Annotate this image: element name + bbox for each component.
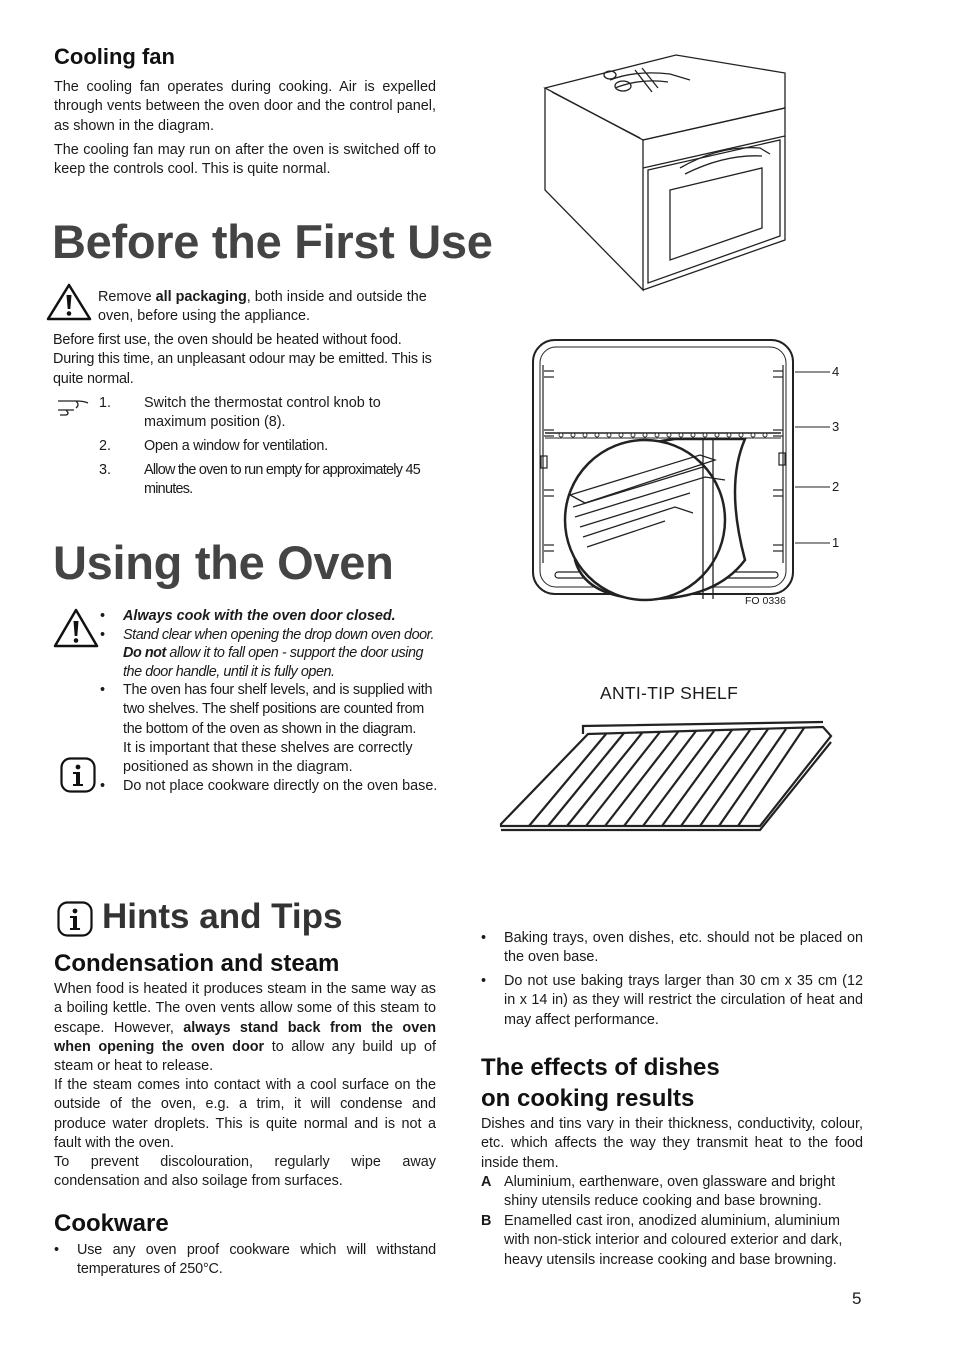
cookware-bullet: • Use any oven proof cookware which will withstand temperatures of 250°C. (54, 1242, 436, 1278)
condensation-paragraph-3: To prevent discolouration, regularly wipe away condensation and also soilage from surfaces. (54, 1154, 436, 1190)
before-first-use-title: Before the First Use (52, 215, 493, 268)
cookware-heading: Cookware (54, 1210, 169, 1237)
condensation-paragraph-1: When food is heated it produces steam in the same way as a boiling kettle. The oven vents allow some of this steam to escape. However, always stand back from the oven when opening the oven door to allow any build up of steam or heat to release. (54, 981, 436, 1075)
hints-tips-title: Hints and Tips (102, 897, 343, 936)
pointing-hand-icon (56, 396, 90, 416)
bullet-door-closed: • Always cook with the oven door closed. (100, 608, 396, 624)
warning-icon (46, 283, 92, 321)
shelf-level-1: 1 (832, 535, 840, 550)
warning-icon (53, 608, 99, 648)
info-icon (60, 757, 96, 793)
step-2: 2. Open a window for ventilation. (99, 438, 328, 454)
baking-tray-bullet-1: • Baking trays, oven dishes, etc. should not be placed on the oven base. (481, 930, 863, 966)
info-icon (57, 901, 93, 937)
effects-item-a: A Aluminium, earthenware, oven glassware and bright shiny utensils reduce cooking and base browning. (481, 1174, 836, 1210)
bullet-stand-clear: • Stand clear when opening the drop down oven door. Do not allow it to fall open - support the door using the door handle, until it is fully open. (100, 626, 435, 680)
first-use-intro: Before first use, the oven should be heated without food. During this time, an unpleasant odour may be emitted. This is quite normal. (53, 332, 432, 387)
bullet-cookware-base: • Do not place cookware directly on the oven base. (100, 778, 438, 795)
shelf-info-note: It is important that these shelves are correctly positioned as shown in the diagram. (123, 739, 413, 776)
cooling-fan-paragraph-2: The cooling fan may run on after the oven is switched off to keep the controls cool. This is quite normal. (54, 142, 436, 178)
condensation-paragraph-2: If the steam comes into contact with a cool surface on the outside of the oven, e.g. a trim, it will condense and produce water droplets. This is quite normal and is not a fault with the oven. (54, 1077, 436, 1151)
effects-heading: The effects of dishes on cooking results (481, 1054, 720, 1112)
baking-tray-bullet-2: • Do not use baking trays larger than 30 cm x 35 cm (12 in x 14 in) as they will restrict the circulation of heat and may affect performance. (481, 973, 863, 1028)
cooling-fan-heading: Cooling fan (54, 44, 175, 69)
cooling-fan-paragraph-1: The cooling fan operates during cooking. Air is expelled through vents between the oven door and the control panel, as shown in the diagram. (54, 79, 436, 134)
step-1: 1. Switch the thermostat control knob to maximum position (8). (99, 395, 381, 431)
shelf-level-2: 2 (832, 479, 840, 494)
packaging-warning: Remove all packaging, both inside and outside the oven, before using the appliance. (98, 289, 427, 325)
condensation-heading: Condensation and steam (54, 950, 340, 977)
oven-cooling-fan-illustration (540, 50, 790, 295)
bullet-shelf-levels: • The oven has four shelf levels, and is supplied with two shelves. The shelf positions are counted from the bottom of the oven as shown in the diagram. (100, 682, 433, 737)
anti-tip-shelf-illustration (498, 722, 838, 834)
page-number: 5 (852, 1289, 862, 1308)
using-oven-list (100, 607, 440, 797)
shelf-position-diagram (525, 335, 845, 605)
using-oven-title: Using the Oven (53, 536, 394, 589)
anti-tip-shelf-label: ANTI-TIP SHELF (600, 683, 739, 703)
step-3: 3. Allow the oven to run empty for approximately 45 minutes. (99, 462, 420, 498)
shelf-level-4: 4 (832, 364, 840, 379)
figure-code: FO 0336 (745, 595, 786, 607)
shelf-level-3: 3 (832, 419, 840, 434)
effects-item-b: B Enamelled cast iron, anodized aluminium, aluminium with non-stick interior and coloured exterior and dark, heavy utensils increase cooking and base browning. (481, 1213, 843, 1268)
effects-intro: Dishes and tins vary in their thickness, conductivity, colour, etc. which affects the way they transmit heat to the food inside them. (481, 1116, 863, 1171)
